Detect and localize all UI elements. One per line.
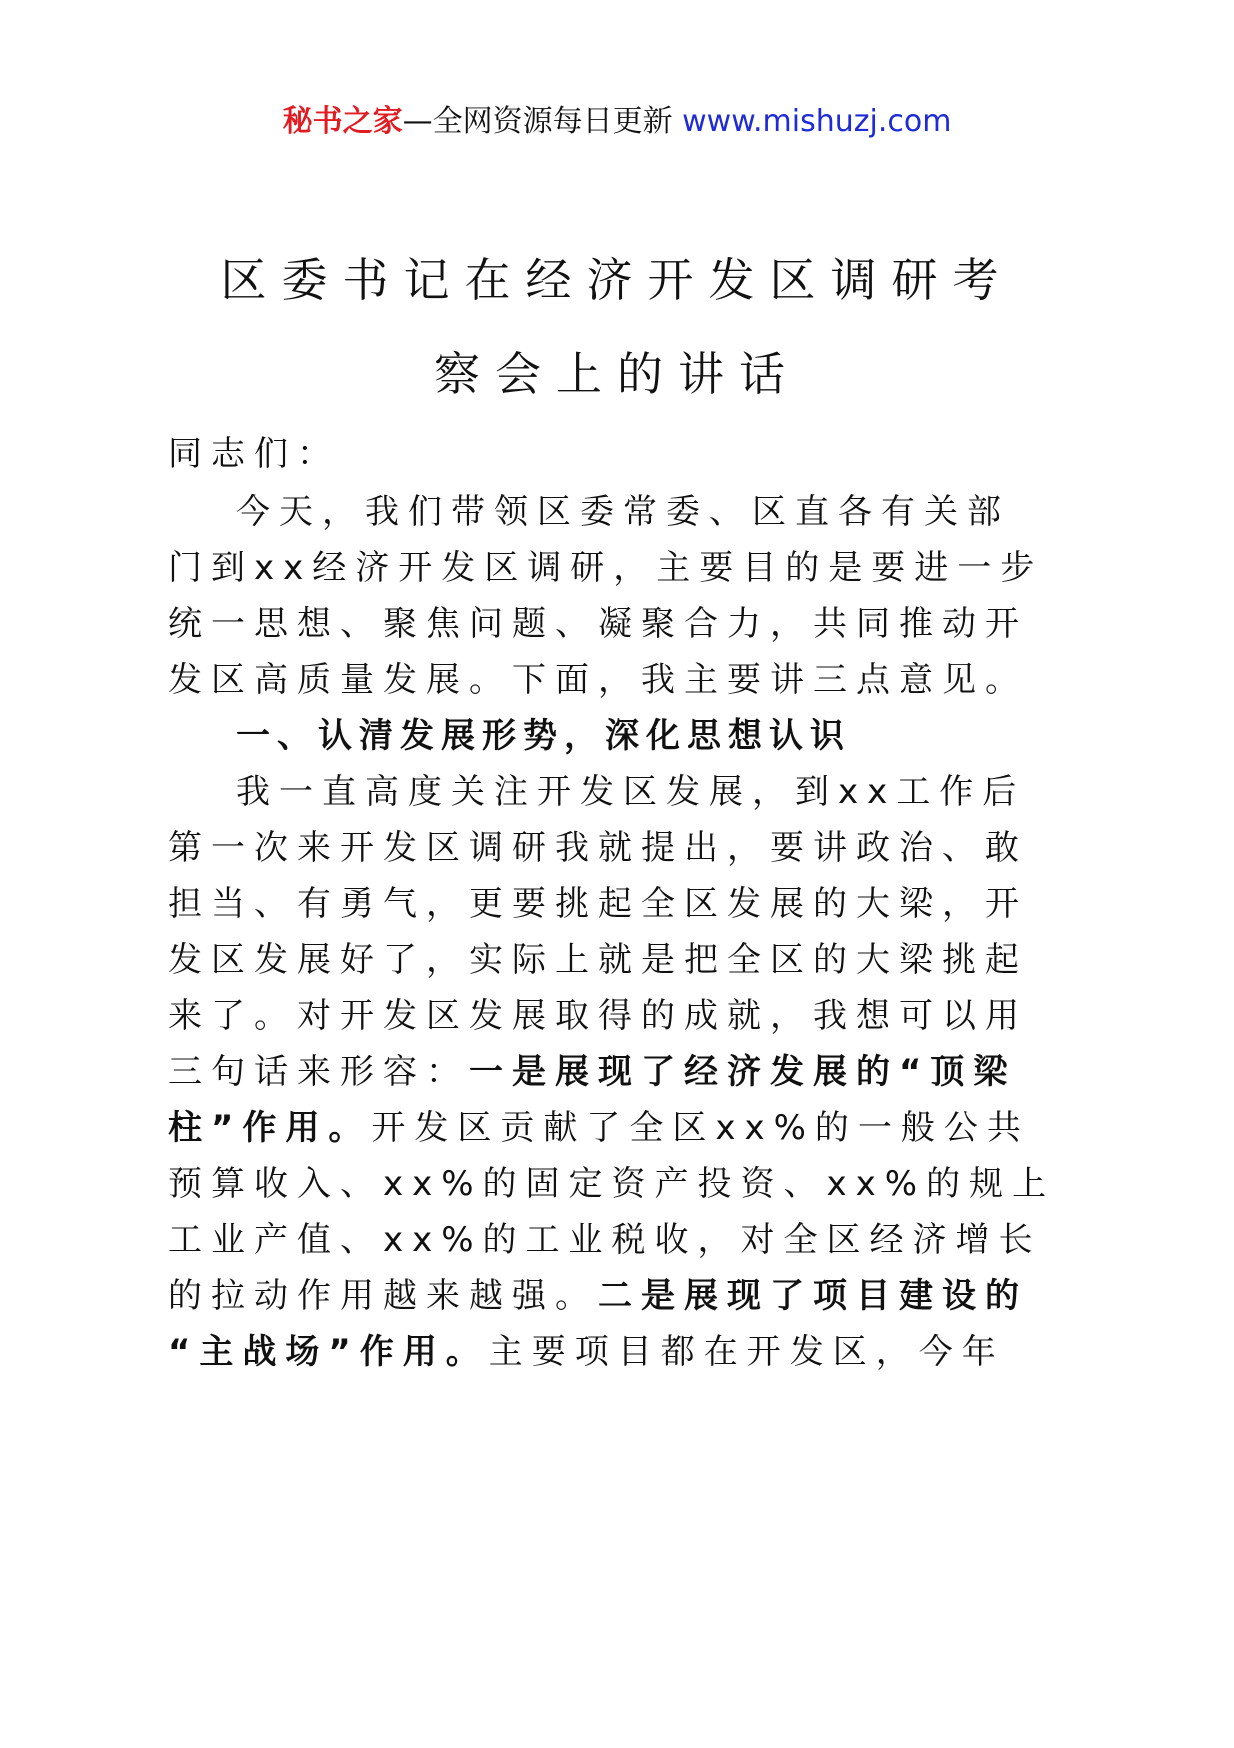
section-heading-1: 一、认清发展形势，深化思想认识 bbox=[236, 716, 851, 756]
para2-line-6 bbox=[168, 1050, 1068, 1094]
site-brand: 秘书之家 bbox=[282, 104, 403, 139]
para2-line-7 bbox=[168, 1106, 1068, 1150]
site-url-link[interactable]: www.mishuzj.com bbox=[682, 104, 952, 139]
para1-line-4: 发区高质量发展。下面，我主要讲三点意见。 bbox=[168, 660, 1028, 700]
para2-line-7-bold: 柱”作用。 bbox=[168, 1108, 372, 1148]
para2-line-6-bold: 一是展现了经济发展的“顶梁 bbox=[469, 1052, 1017, 1092]
para1-line-3: 统一思想、聚焦问题、凝聚合力，共同推动开 bbox=[168, 604, 1028, 644]
para2-line-2: 第一次来开发区调研我就提出，要讲政治、敢 bbox=[168, 828, 1028, 868]
para2-line-10-plain: 的拉动作用越来越强。 bbox=[168, 1276, 598, 1316]
para2-line-9: 工业产值、xx%的工业税收，对全区经济增长 bbox=[168, 1220, 1042, 1260]
greeting: 同志们： bbox=[168, 434, 340, 474]
para2-line-7-plain: 开发区贡献了全区xx%的一般公共 bbox=[371, 1108, 1030, 1148]
para2-line-11-bold: “主战场”作用。 bbox=[168, 1332, 489, 1372]
para2-line-1: 我一直高度关注开发区发展，到xx工作后 bbox=[236, 772, 1026, 812]
site-header bbox=[0, 102, 1234, 142]
para2-line-11 bbox=[168, 1330, 1068, 1374]
document-title-line-2: 察会上的讲话 bbox=[434, 347, 800, 401]
para2-line-6-plain: 三句话来形容： bbox=[168, 1052, 469, 1092]
para2-line-11-plain: 主要项目都在开发区，今年 bbox=[488, 1332, 1005, 1372]
para2-line-3: 担当、有勇气，更要挑起全区发展的大梁，开 bbox=[168, 884, 1028, 924]
para1-line-1: 今天，我们带领区委常委、区直各有关部 bbox=[236, 492, 1010, 532]
para1-line-2: 门到xx经济开发区调研，主要目的是要进一步 bbox=[168, 548, 1044, 588]
para2-line-4: 发区发展好了，实际上就是把全区的大梁挑起 bbox=[168, 940, 1028, 980]
para2-line-10 bbox=[168, 1274, 1068, 1318]
site-tagline: —全网资源每日更新 bbox=[402, 104, 683, 139]
para2-line-8: 预算收入、xx%的固定资产投资、xx%的规上 bbox=[168, 1164, 1056, 1204]
para2-line-10-bold: 二是展现了项目建设的 bbox=[598, 1276, 1028, 1316]
document-title-line-1: 区委书记在经济开发区调研考 bbox=[220, 253, 1014, 307]
para2-line-5: 来了。对开发区发展取得的成就，我想可以用 bbox=[168, 996, 1028, 1036]
